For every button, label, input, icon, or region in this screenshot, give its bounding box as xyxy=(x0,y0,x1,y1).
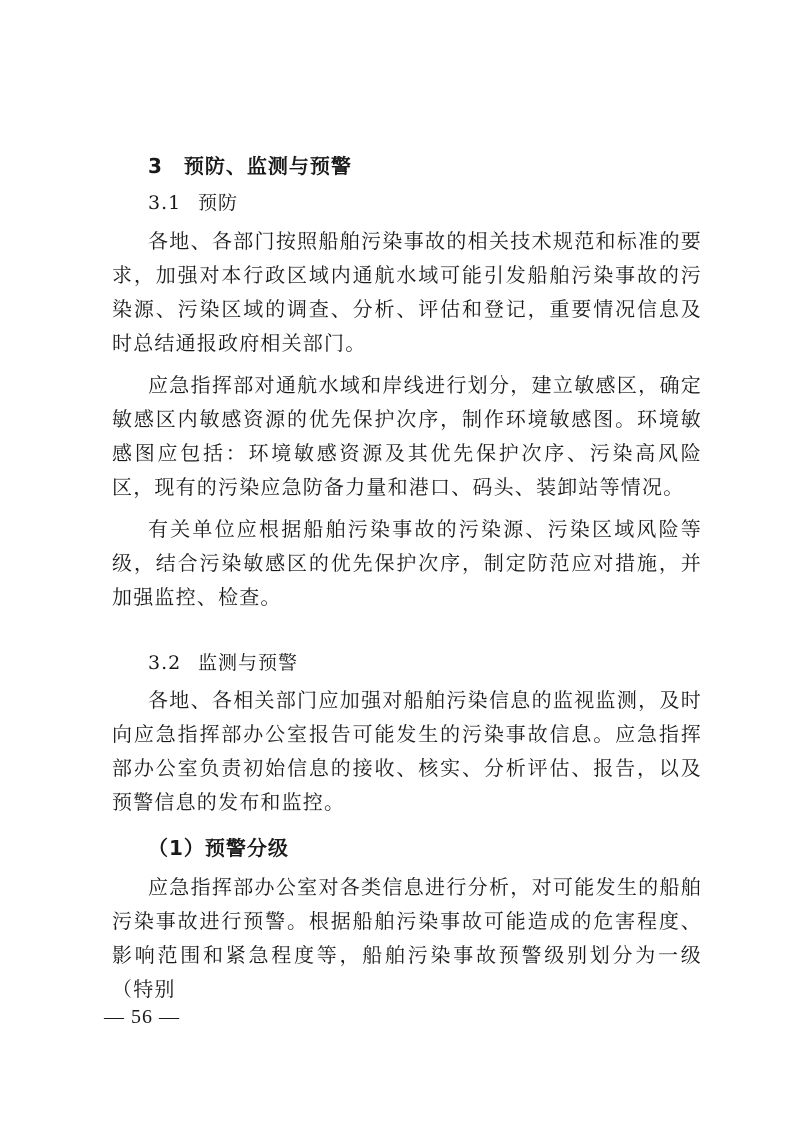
subsection-number: 3.1 xyxy=(148,192,182,214)
paragraph: 应急指挥部办公室对各类信息进行分析，对可能发生的船舶污染事故进行预警。根据船舶污染事故可能造成的危害程度、影响范围和紧急程度等，船舶污染事故预警级别划分为一级（特别 xyxy=(112,875,702,1001)
subsection-number: 3.2 xyxy=(148,652,182,674)
section-heading: 3 预防、监测与预警 xyxy=(148,154,352,178)
subsection-title: 监测与预警 xyxy=(198,652,299,674)
paragraph: 各地、各部门按照船舶污染事故的相关技术规范和标准的要求，加强对本行政区域内通航水域可能引发船舶污染事故的污染源、污染区域的调查、分析、评估和登记，重要情况信息及时总结通报政府相关部门。 xyxy=(112,229,702,355)
subsection-heading-3-2 xyxy=(148,648,298,675)
page-number: — 56 — xyxy=(104,1006,180,1028)
warning-levels-heading: （1）预警分级 xyxy=(148,836,289,860)
body-text-3-2 xyxy=(112,683,702,819)
paragraph: 有关单位应根据船舶污染事故的污染源、污染区域风险等级，结合污染敏感区的优先保护次序，制定防范应对措施，并加强监控、检查。 xyxy=(112,517,702,609)
subsection-title: 预防 xyxy=(198,192,239,214)
subsection-heading-3-1 xyxy=(148,188,238,215)
paragraph: 应急指挥部对通航水域和岸线进行划分，建立敏感区，确定敏感区内敏感资源的优先保护次序，制作环境敏感图。环境敏感图应包括：环境敏感资源及其优先保护次序、污染高风险区，现有的污染应急防备力量和港口、码头、装卸站等情况。 xyxy=(112,373,702,499)
body-text-3-1 xyxy=(112,224,702,614)
paragraph: 各地、各相关部门应加强对船舶污染信息的监视监测，及时向应急指挥部办公室报告可能发生的污染事故信息。应急指挥部办公室负责初始信息的接收、核实、分析评估、报告，以及预警信息的发布和监控。 xyxy=(112,688,702,814)
body-text-warning xyxy=(112,870,702,1006)
